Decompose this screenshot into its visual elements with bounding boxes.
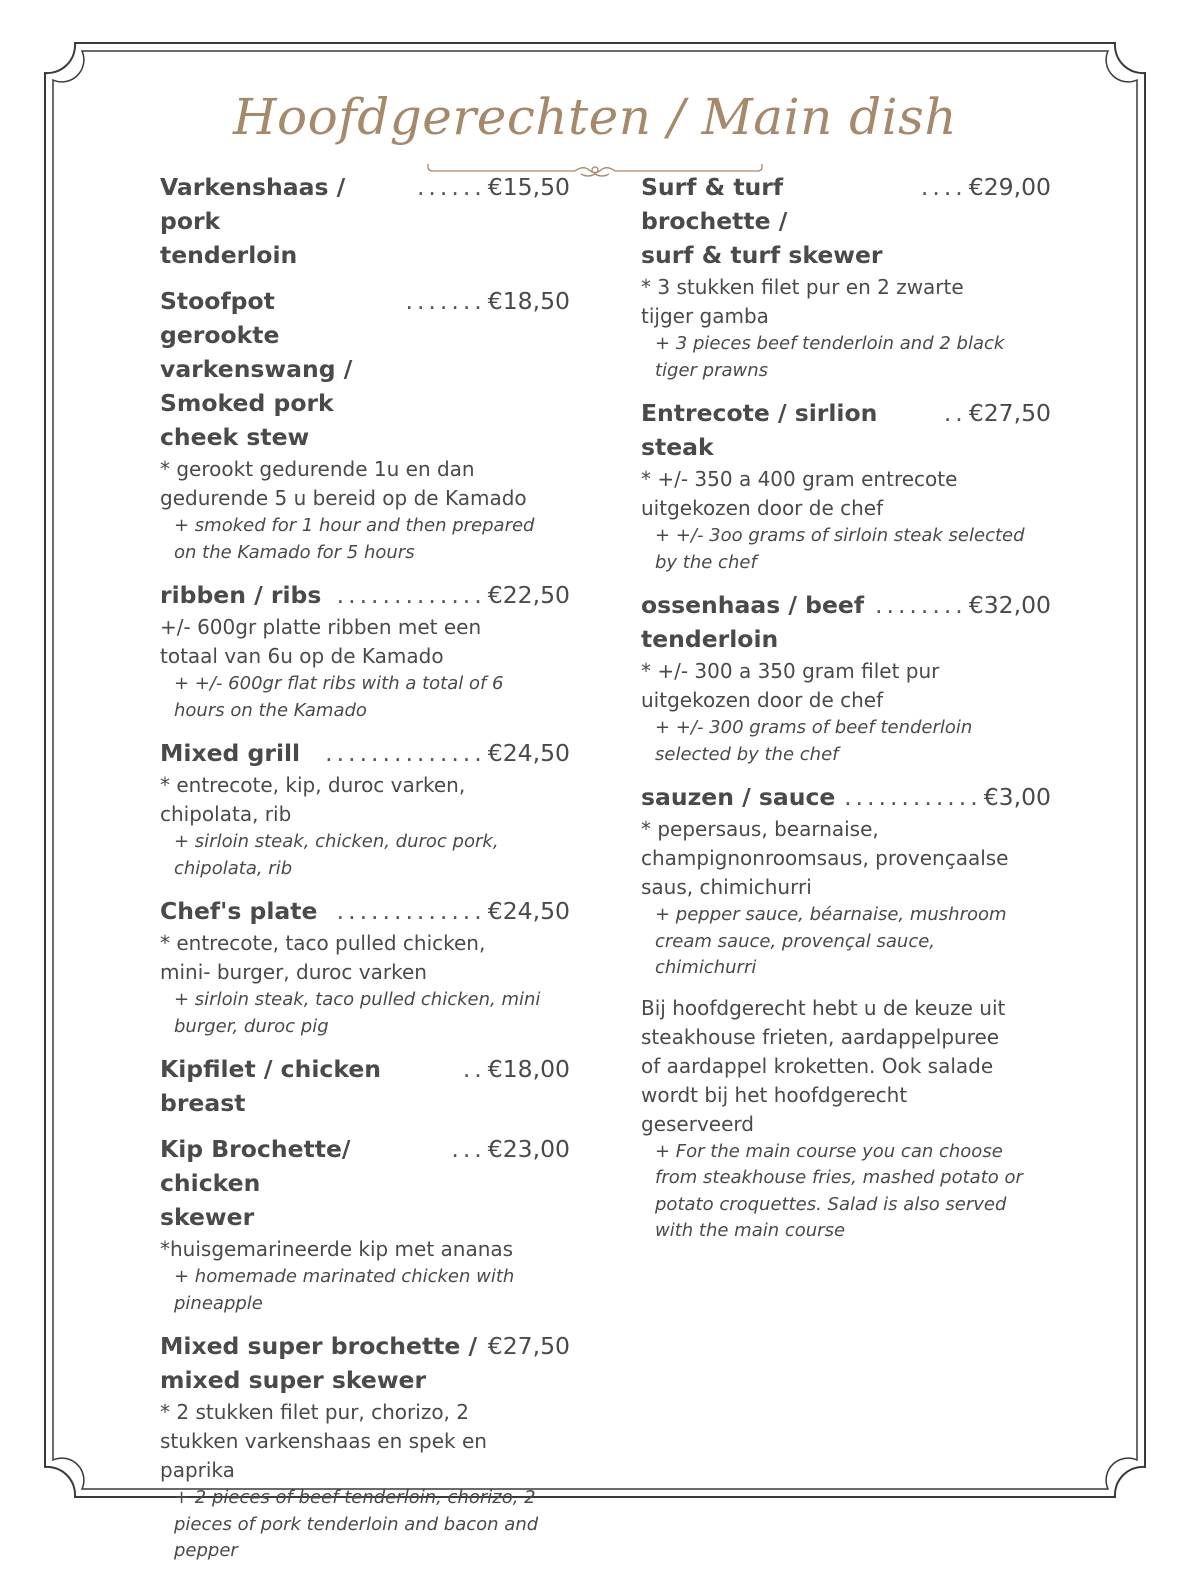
menu-item-header <box>641 170 1051 272</box>
menu-item-header <box>160 170 570 272</box>
dish-description-english: + smoked for 1 hour and then prepared on the Kamado for 5 hours <box>174 515 535 563</box>
dot-leader: ............. <box>336 581 486 609</box>
menu-item <box>641 780 1051 982</box>
menu-item <box>160 284 570 566</box>
menu-item-header <box>160 1052 570 1120</box>
dish-description-english: + sirloin steak, chicken, duroc pork, chipolata, rib <box>174 831 499 879</box>
menu-item <box>160 170 570 272</box>
menu-item <box>160 1329 570 1565</box>
side-dish-note-english: + For the main course you can choose from steakhouse fries, mashed potato or potato croquettes. Salad is also served with the main course <box>655 1140 1023 1241</box>
menu-item-header <box>160 578 570 612</box>
dish-name: Stoofpot gerookte varkenswang / Smoked pork cheek stew <box>160 287 353 451</box>
dish-price: €27,50 <box>968 399 1051 427</box>
dish-name: Chef's plate <box>160 897 318 925</box>
dot-leader: .............. <box>325 739 486 767</box>
dish-description: * 2 stukken filet pur, chorizo, 2 stukken varkenshaas en spek en paprika <box>160 1400 487 1482</box>
dish-name: Entrecote / sirlion steak <box>641 399 878 461</box>
dot-leader: ............. <box>336 897 486 925</box>
menu-item-header <box>160 736 570 770</box>
right-menu-column <box>641 170 1051 1245</box>
menu-item-header <box>641 780 1051 814</box>
menu-item-header <box>160 284 570 454</box>
dish-price: €23,00 <box>487 1135 570 1163</box>
dish-description-english: + +/- 300 grams of beef tenderloin selected by the chef <box>655 717 973 765</box>
dish-description: * 3 stukken filet pur en 2 zwarte tijger gamba <box>641 275 964 328</box>
dish-name: ossenhaas / beef tenderloin <box>641 591 865 653</box>
dish-price: €15,50 <box>487 173 570 201</box>
menu-item <box>160 1052 570 1120</box>
dot-leader: ........ <box>875 591 967 619</box>
dot-leader: .. <box>943 399 967 427</box>
dish-name: ribben / ribs <box>160 581 322 609</box>
menu-item-header <box>641 396 1051 464</box>
dish-description: * pepersaus, bearnaise, champignonroomsaus, provençaalse saus, chimichurri <box>641 817 1009 899</box>
menu-item <box>641 170 1051 384</box>
dish-description: *huisgemarineerde kip met ananas <box>160 1237 514 1261</box>
dish-description-english: + pepper sauce, béarnaise, mushroom cream sauce, provençal sauce, chimichurri <box>655 904 1007 978</box>
dish-name: sauzen / sauce <box>641 783 836 811</box>
menu-item-header <box>641 588 1051 656</box>
dish-price: €24,50 <box>487 739 570 767</box>
dish-price: €32,00 <box>968 591 1051 619</box>
dish-description-english: + +/- 600gr flat ribs with a total of 6 hours on the Kamado <box>174 673 504 721</box>
menu-item-header <box>160 894 570 928</box>
dish-name: Varkenshaas / pork tenderloin <box>160 173 346 269</box>
dot-leader: ...... <box>416 173 486 201</box>
dot-leader: ....... <box>405 287 486 315</box>
dish-name: Kip Brochette/ chicken skewer <box>160 1135 351 1231</box>
dish-price: €29,00 <box>968 173 1051 201</box>
dish-description: * gerookt gedurende 1u en dan gedurende 5 u bereid op de Kamado <box>160 457 527 510</box>
dish-price: €22,50 <box>487 581 570 609</box>
dish-price: €27,50 <box>487 1332 570 1360</box>
page-title: Hoofdgerechten / Main dish <box>232 88 958 146</box>
dish-price: €24,50 <box>487 897 570 925</box>
dish-price: €18,00 <box>487 1055 570 1083</box>
dish-description: * +/- 300 a 350 gram filet pur uitgekozen door de chef <box>641 659 940 712</box>
menu-item-header <box>160 1132 570 1234</box>
menu-item <box>641 588 1051 768</box>
menu-item-header <box>160 1329 570 1397</box>
dot-leader: ............ <box>844 783 982 811</box>
dot-leader: .. <box>462 1055 486 1083</box>
left-menu-column <box>160 170 570 1577</box>
dish-name: Mixed grill <box>160 739 301 767</box>
dish-description-english: + 3 pieces beef tenderloin and 2 black tiger prawns <box>655 333 1005 381</box>
dish-description-english: + +/- 3oo grams of sirloin steak selected by the chef <box>655 525 1025 573</box>
dot-leader: .... <box>920 173 967 201</box>
menu-item <box>160 578 570 724</box>
dot-leader: ... <box>451 1135 486 1163</box>
dish-name: Surf & turf brochette / surf & turf skewer <box>641 173 883 269</box>
dish-description-english: + 2 pieces of beef tenderloin, chorizo, 2 pieces of pork tenderloin and bacon and pepper <box>174 1487 539 1561</box>
dish-price: €18,50 <box>487 287 570 315</box>
dish-price: €3,00 <box>983 783 1051 811</box>
dish-description-english: + homemade marinated chicken with pineapple <box>174 1266 515 1314</box>
dish-description: * entrecote, kip, duroc varken, chipolata, rib <box>160 773 466 826</box>
dish-description-english: + sirloin steak, taco pulled chicken, mini burger, duroc pig <box>174 989 541 1037</box>
menu-item <box>160 736 570 882</box>
side-dish-note: Bij hoofdgerecht hebt u de keuze uit steakhouse frieten, aardappelpuree of aardappel kroketten. Ook salade wordt bij het hoofdgerecht geserveerd <box>641 995 1006 1136</box>
dish-description: +/- 600gr platte ribben met een totaal van 6u op de Kamado <box>160 615 482 668</box>
dish-description: * +/- 350 a 400 gram entrecote uitgekozen door de chef <box>641 467 958 520</box>
menu-item <box>160 1132 570 1317</box>
dish-name: Kipfilet / chicken breast <box>160 1055 381 1117</box>
menu-item <box>641 396 1051 576</box>
dish-description: * entrecote, taco pulled chicken, mini- burger, duroc varken <box>160 931 486 984</box>
menu-item <box>160 894 570 1040</box>
dish-name: Mixed super brochette / mixed super skewer <box>160 1332 478 1394</box>
